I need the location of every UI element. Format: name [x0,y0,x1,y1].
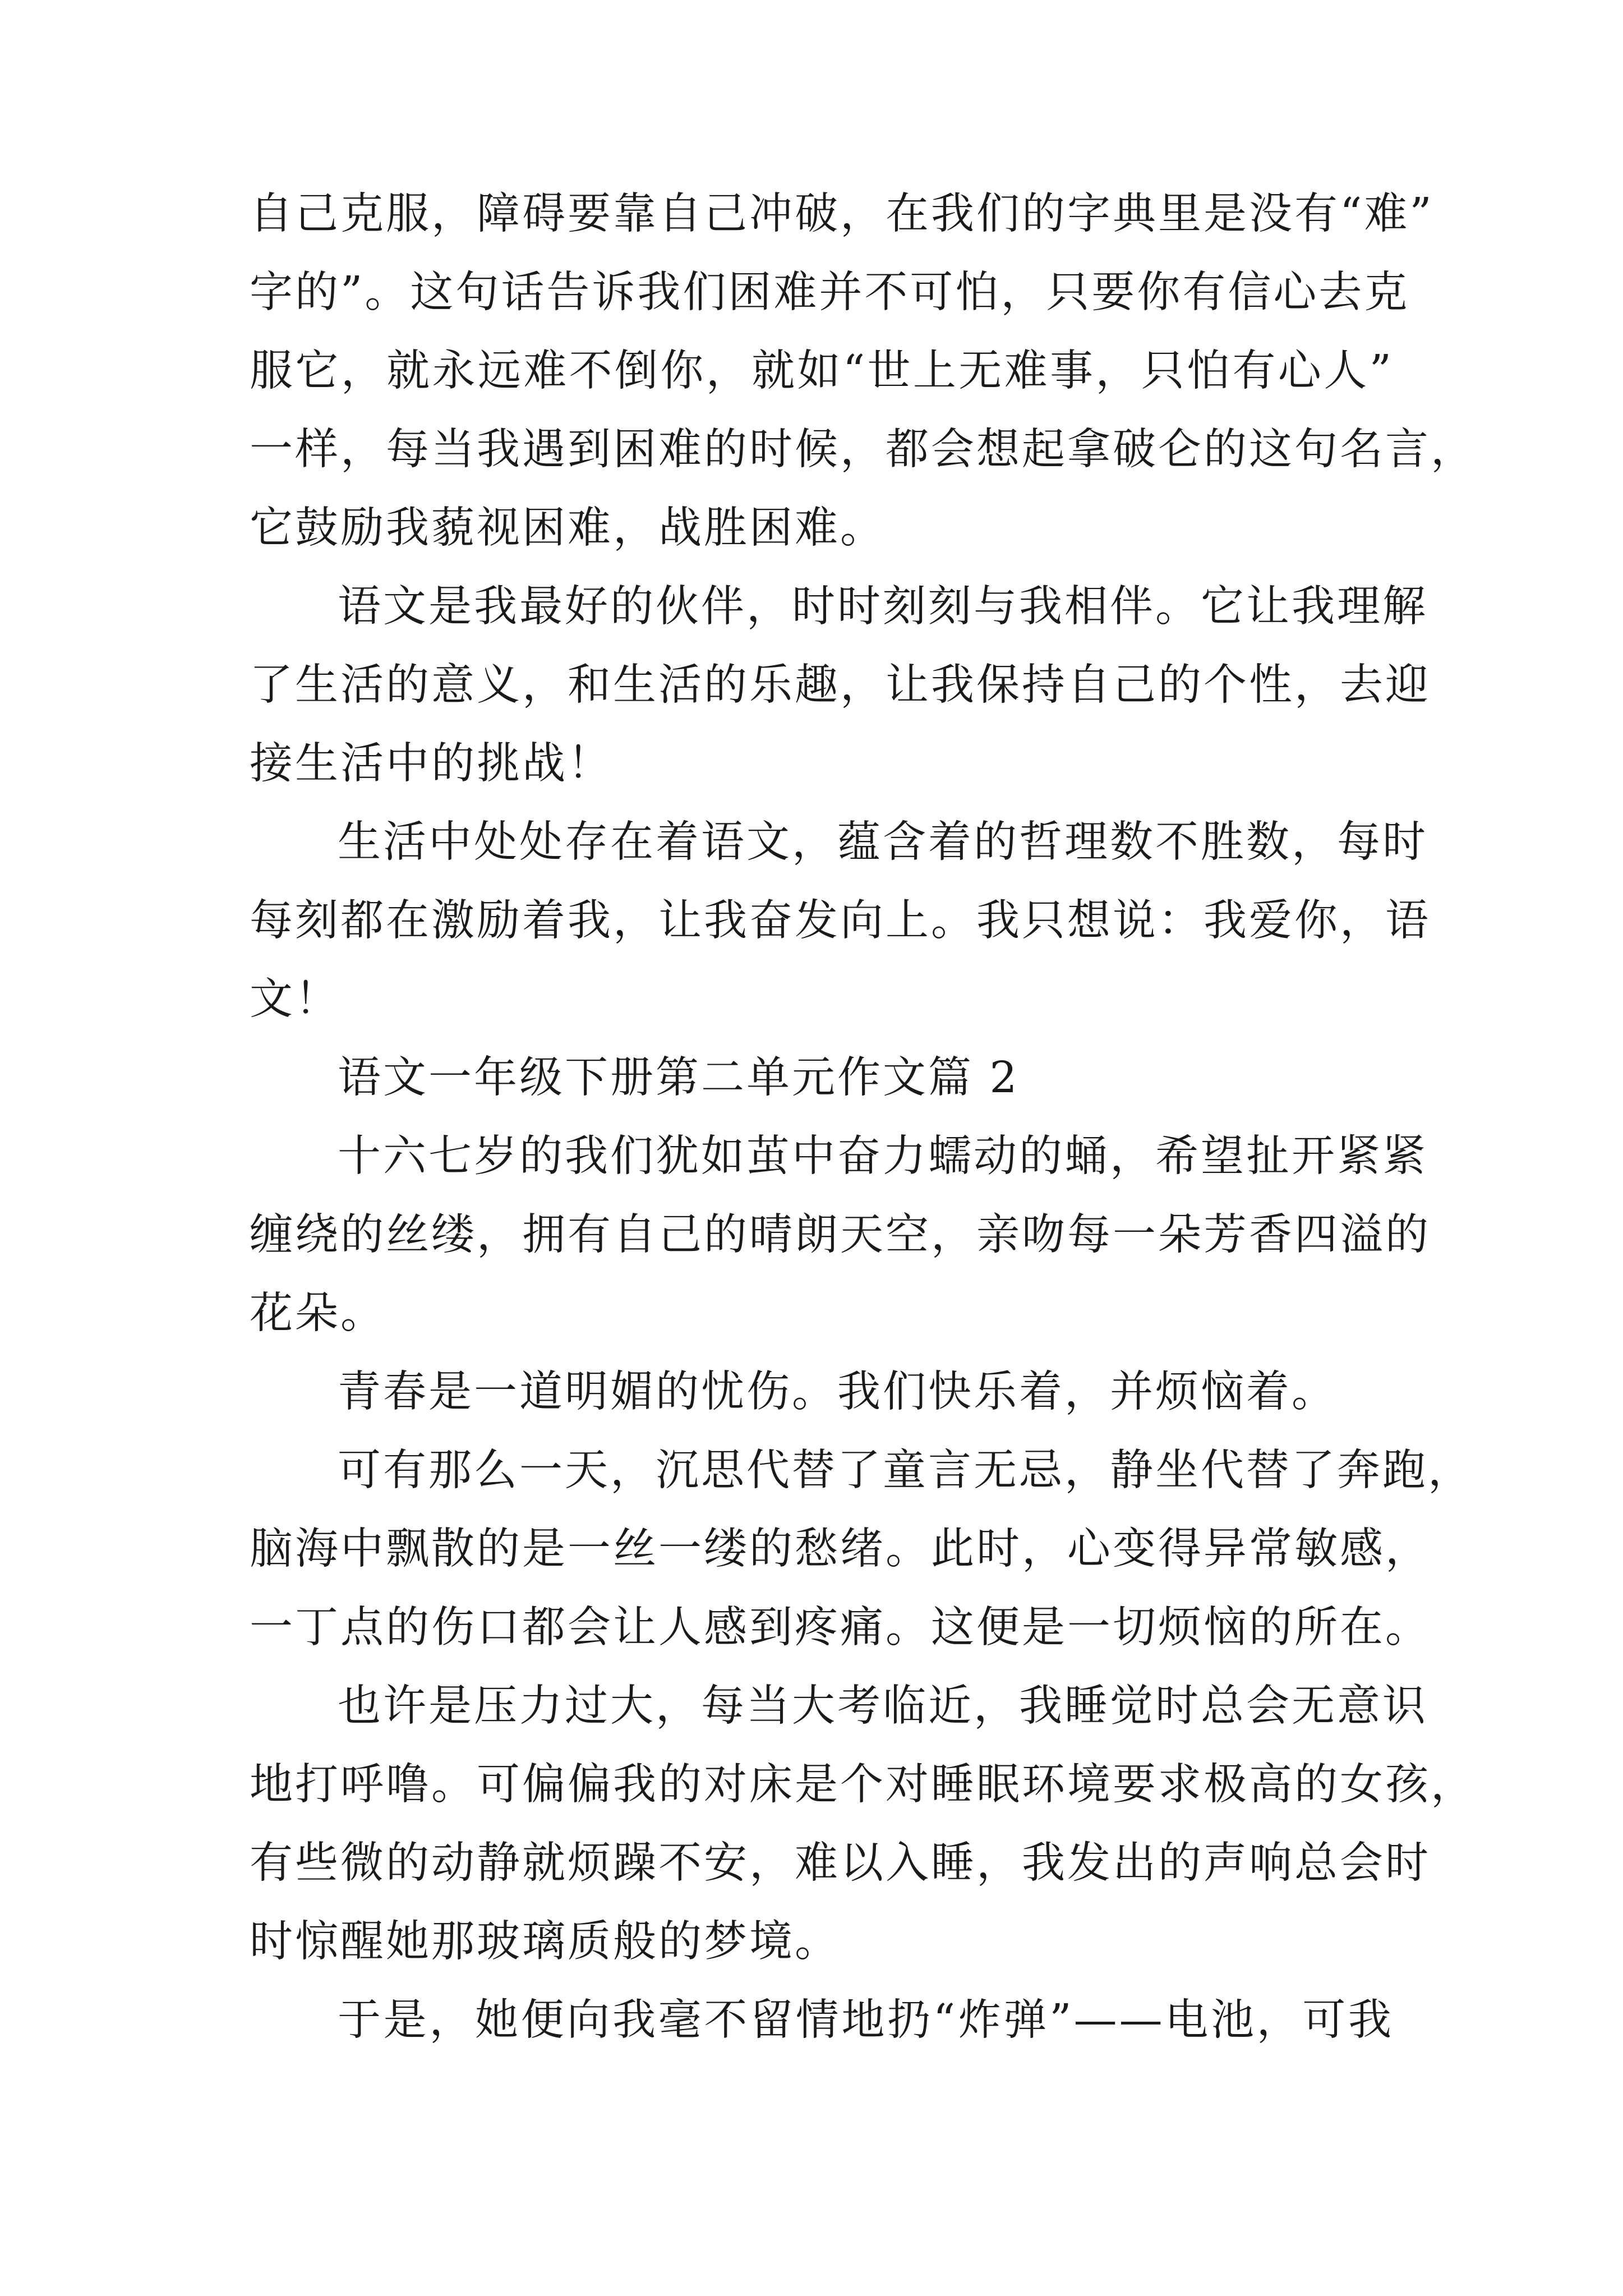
text-line: 缠绕的丝缕，拥有自己的晴朗天空，亲吻每一朵芳香四溢的 [250,1210,1431,1260]
body-text [250,175,1476,2060]
text-line: 文！ [250,974,340,1024]
text-line: 地打呼噜。可偏偏我的对床是个对睡眠环境要求极高的女孩， [250,1760,1476,1810]
text-line: 语文是我最好的伙伴，时时刻刻与我相伴。它让我理解 [338,582,1428,632]
text-line: 它鼓励我藐视困难，战胜困难。 [250,503,886,553]
text-line: 脑海中飘散的是一丝一缕的愁绪。此时，心变得异常敏感， [250,1524,1431,1574]
text-line: 有些微的动静就烦躁不安，难以入睡，我发出的声响总会时 [250,1838,1431,1888]
text-line: 时惊醒她那玻璃质般的梦境。 [250,1917,840,1967]
text-line: 青春是一道明媚的忧伤。我们快乐着，并烦恼着。 [338,1367,1337,1417]
text-line: 生活中处处存在着语文，蕴含着的哲理数不胜数，每时 [338,817,1428,867]
text-line: 一丁点的伤口都会让人感到疼痛。这便是一切烦恼的所在。 [250,1603,1431,1653]
text-line: 可有那么一天，沉思代替了童言无忌，静坐代替了奔跑， [338,1446,1473,1496]
text-line: 字的”。这句话告诉我们困难并不可怕，只要你有信心去克 [250,268,1410,318]
text-line: 于是，她便向我毫不留情地扔“炸弹”——电池，可我 [338,1995,1394,2045]
text-line: 了生活的意义，和生活的乐趣，让我保持自己的个性，去迎 [250,660,1431,710]
section-heading: 语文一年级下册第二单元作文篇 2 [338,1053,1020,1103]
text-line: 每刻都在激励着我，让我奋发向上。我只想说：我爱你，语 [250,896,1431,946]
text-line: 服它，就永远难不倒你，就如“世上无难事，只怕有心人” [250,346,1394,396]
text-line: 一样，每当我遇到困难的时候，都会想起拿破仑的这句名言， [250,425,1476,475]
text-line: 也许是压力过大，每当大考临近，我睡觉时总会无意识 [338,1681,1428,1731]
text-line: 十六七岁的我们犹如茧中奋力蠕动的蛹，希望扯开紧紧 [338,1131,1428,1181]
text-line: 自己克服，障碍要靠自己冲破，在我们的字典里是没有“难” [250,189,1434,239]
text-line: 接生活中的挑战！ [250,739,613,789]
text-line: 花朵。 [250,1289,386,1338]
